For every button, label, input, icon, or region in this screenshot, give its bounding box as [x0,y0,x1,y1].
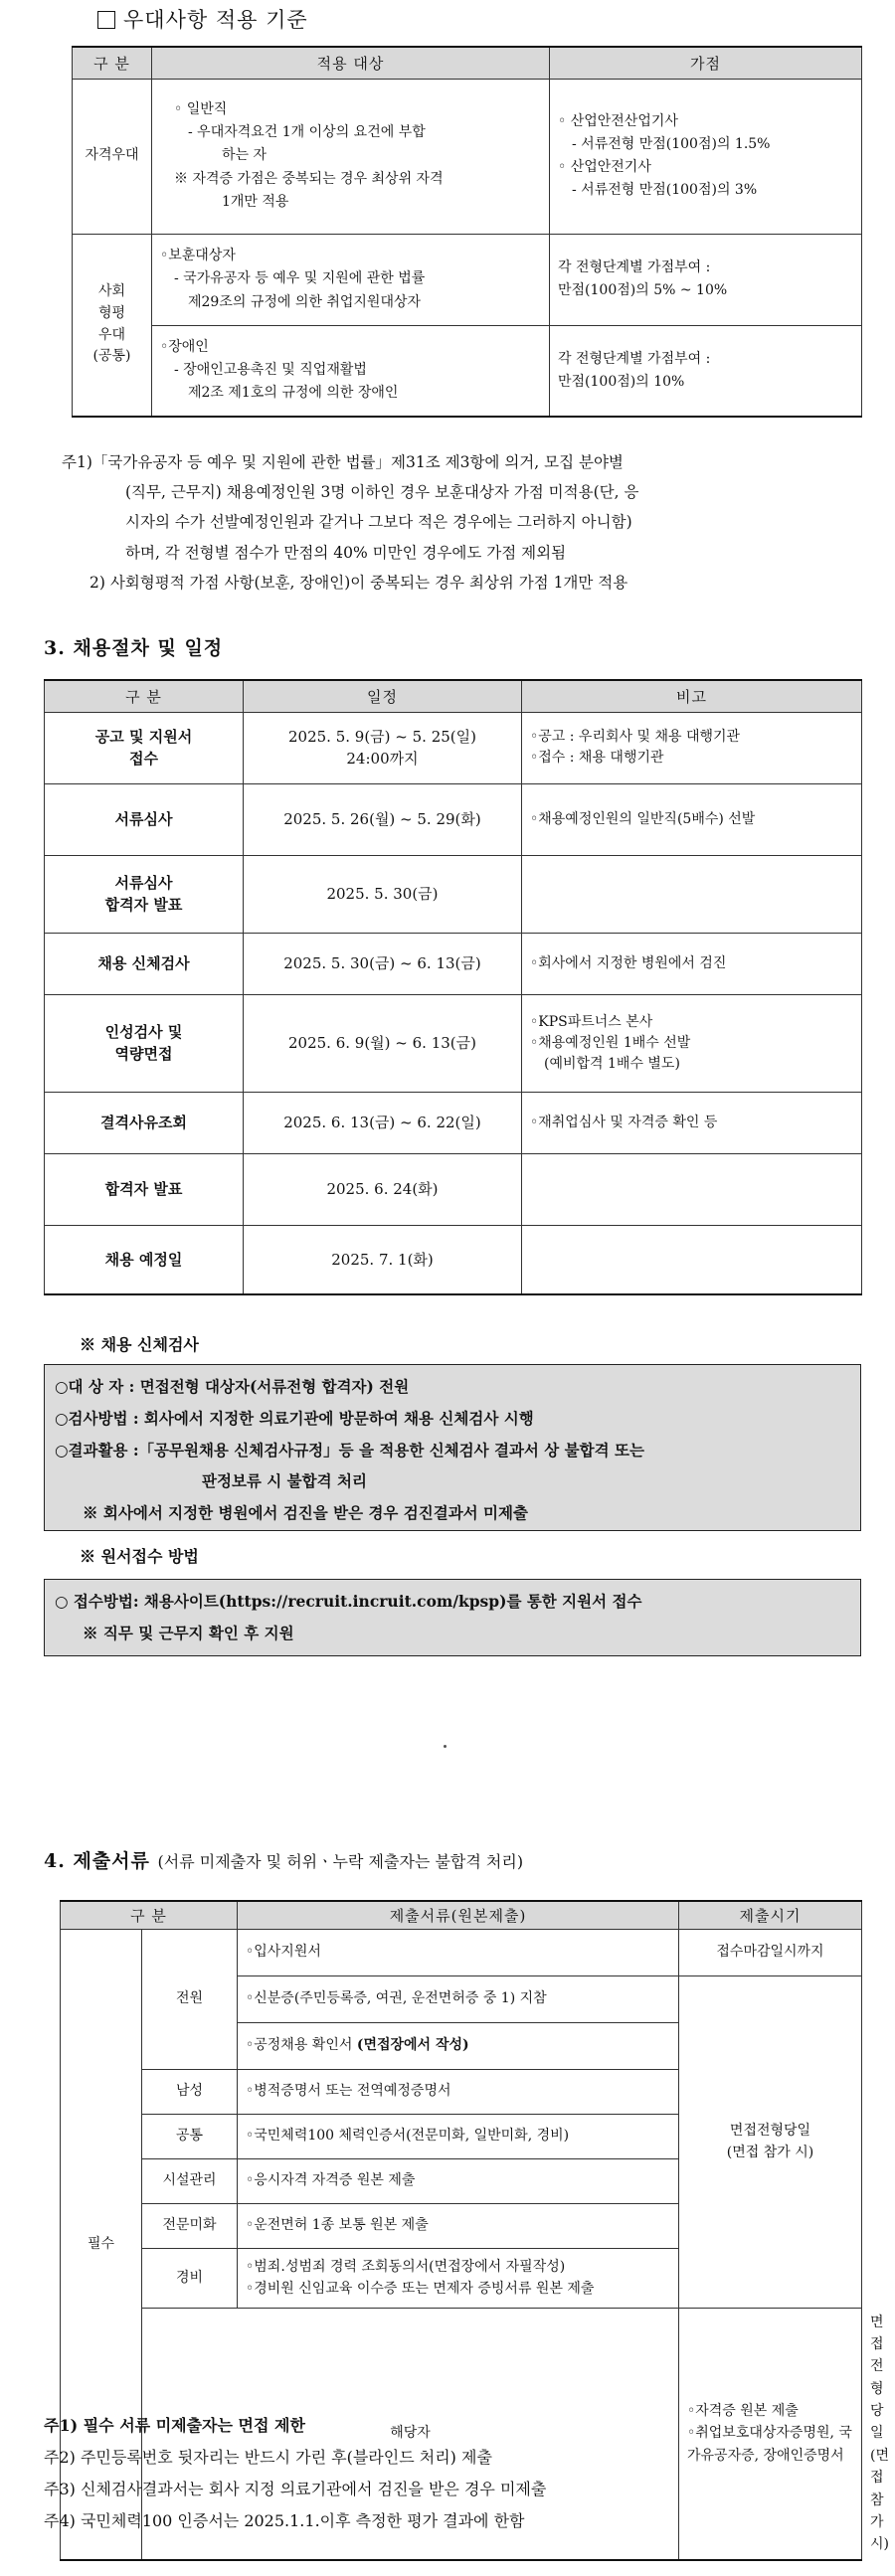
target-cell: ◦보훈대상자 - 국가유공자 등 예우 및 지원에 관한 법률 제29조의 규정에 의한 취업지원대상자 [152,234,550,325]
stray-dot [444,1745,447,1748]
preference-table [72,46,862,418]
points-cell: 각 전형단계별 가점부여 : 만점(100점)의 5% ~ 10% [550,234,862,325]
col-header: 구 분 [61,1901,238,1929]
table-row: 채용 예정일 2025. 7. 1(화) [45,1225,862,1294]
table-row: 전문미화 ◦운전면허 1종 보통 원본 제출 [61,2203,862,2248]
table-header-row [45,680,862,712]
table-row: ◦신분증(주민등록증, 여권, 운전면허증 중 1) 지참 면접전형당일 (면접 참가 시) [61,1975,862,2022]
col-header: 가점 [550,47,862,79]
medical-box: ○대 상 자 : 면접전형 대상자(서류전형 합격자) 전원 ○검사방법 : 회사에서 지정한 의료기관에 방문하여 채용 신체검사 시행 ○결과활용 :「공무원채용 신체검사규정」등 을 적용한 신체검사 결과서 상 불합격 또는 판정보류 시 불합격 처리 ※ 회사에서 지정한 병원에서 검진을 받은 경우 검진결과서 미제출 [44,1364,861,1531]
col-header: 비고 [522,680,862,712]
table-row: 경비 ◦범죄․성범죄 경력 조회동의서(면접장에서 자필작성) ◦경비원 신임교육 이수증 또는 면제자 증빙서류 원본 제출 [61,2248,862,2308]
table-row [73,79,862,234]
col-header: 구 분 [45,680,244,712]
points-cell: ◦ 산업안전산업기사 - 서류전형 만점(100점)의 1.5% ◦ 산업안전기사 - 서류전형 만점(100점)의 3% [550,79,862,234]
col-header: 제출시기 [679,1901,862,1929]
apply-heading: ※ 원서접수 방법 [80,1547,199,1566]
section-3-title: 3. 채용절차 및 일정 [44,637,224,659]
section-4-title: 4. 제출서류 (서류 미제출자 및 허위ㆍ누락 제출자는 불합격 처리) [44,1850,524,1872]
target-cell: ◦장애인 - 장애인고용촉진 및 직업재활법 제2조 제1호의 규정에 의한 장애인 [152,325,550,417]
table-row: 남성 ◦병적증명서 또는 전역예정증명서 [61,2069,862,2114]
pref-title: 우대사항 적용 기준 [97,4,308,34]
apply-box: ○ 접수방법: 채용사이트(https://recruit.incruit.com/kpsp)를 통한 지원서 접수 ※ 직무 및 근무지 확인 후 지원 [44,1579,861,1656]
preference-notes: 주1)「국가유공자 등 예우 및 지원에 관한 법률」제31조 제3항에 의거, 모집 분야별 (직무, 근무지) 채용예정인원 3명 이하인 경우 보훈대상자 가점 미적용(단, 응 시자의 수가 선발예정인원과 같거나 그보다 적은 경우에는 그러하지 아니함) 하며, 각 전형별 점수가 만점의 40% 미만인 경우에도 가점 제외됨 2) 사회형평적 가점 사항(보훈, 장애인)이 중복되는 경우 최상위 가점 1개만 적용 [62,453,639,592]
table-row: 시설관리 ◦응시자격 자격증 원본 제출 [61,2158,862,2203]
table-row: 합격자 발표 2025. 6. 24(화) [45,1153,862,1225]
table-row [73,234,862,325]
col-header: 구 분 [73,47,152,79]
table-row: 채용 신체검사 2025. 5. 30(금) ~ 6. 13(금) ◦회사에서 지정한 병원에서 검진 [45,933,862,994]
checkbox-square-icon [97,11,115,29]
table-row: 공통 ◦국민체력100 체력인증서(전문미화, 일반미화, 경비) [61,2114,862,2158]
table-row: 필수 전원 ◦입사지원서 접수마감일시까지 [61,1929,862,1975]
table-row: 공고 및 지원서 접수 2025. 5. 9(금) ~ 5. 25(일) 24:00까지 ◦공고 : 우리회사 및 채용 대행기관 ◦접수 : 채용 대행기관 [45,712,862,783]
row-category: 자격우대 [73,79,152,234]
col-header: 적용 대상 [152,47,550,79]
col-header: 일정 [244,680,522,712]
table-row [73,325,862,417]
table-row: 서류심사 2025. 5. 26(월) ~ 5. 29(화) ◦채용예정인원의 일반직(5배수) 선발 [45,783,862,855]
col-header: 제출서류(원본제출) [238,1901,679,1929]
table-header-row [73,47,862,79]
table-row: 인성검사 및 역량면접 2025. 6. 9(월) ~ 6. 13(금) ◦KPS파트너스 본사 ◦채용예정인원 1배수 선발 (예비합격 1배수 별도) [45,994,862,1092]
table-header-row [61,1901,862,1929]
table-row: 서류심사 합격자 발표 2025. 5. 30(금) [45,855,862,933]
table-row: 해당자 ◦자격증 원본 제출 ◦취업보호대상자증명원, 국가유공자증, 장애인증명서 면접전형당일 (면접 참가 시) [61,2308,862,2560]
target-cell: ◦ 일반직 - 우대자격요건 1개 이상의 요건에 부합 하는 자 ※ 자격증 가점은 중복되는 경우 최상위 자격 1개만 적용 [152,79,550,234]
documents-notes: 주1) 필수 서류 미제출자는 면접 제한 주2) 주민등록번호 뒷자리는 반드시 가린 후(블라인드 처리) 제출 주3) 신체검사결과서는 회사 지정 의료기관에서 검진을 받은 경우 미제출 주4) 국민체력100 인증서는 2025.1.1.이후 측정한 평가 결과에 한함 [44,2416,547,2530]
process-table [44,679,862,1295]
table-row: 결격사유조회 2025. 6. 13(금) ~ 6. 22(일) ◦재취업심사 및 자격증 확인 등 [45,1092,862,1153]
table-row: ◦공정채용 확인서 (면접장에서 작성) [61,2022,862,2069]
points-cell: 각 전형단계별 가점부여 : 만점(100점)의 10% [550,325,862,417]
row-category: 사회 형평 우대 (공통) [73,234,152,417]
medical-heading: ※ 채용 신체검사 [80,1335,199,1354]
